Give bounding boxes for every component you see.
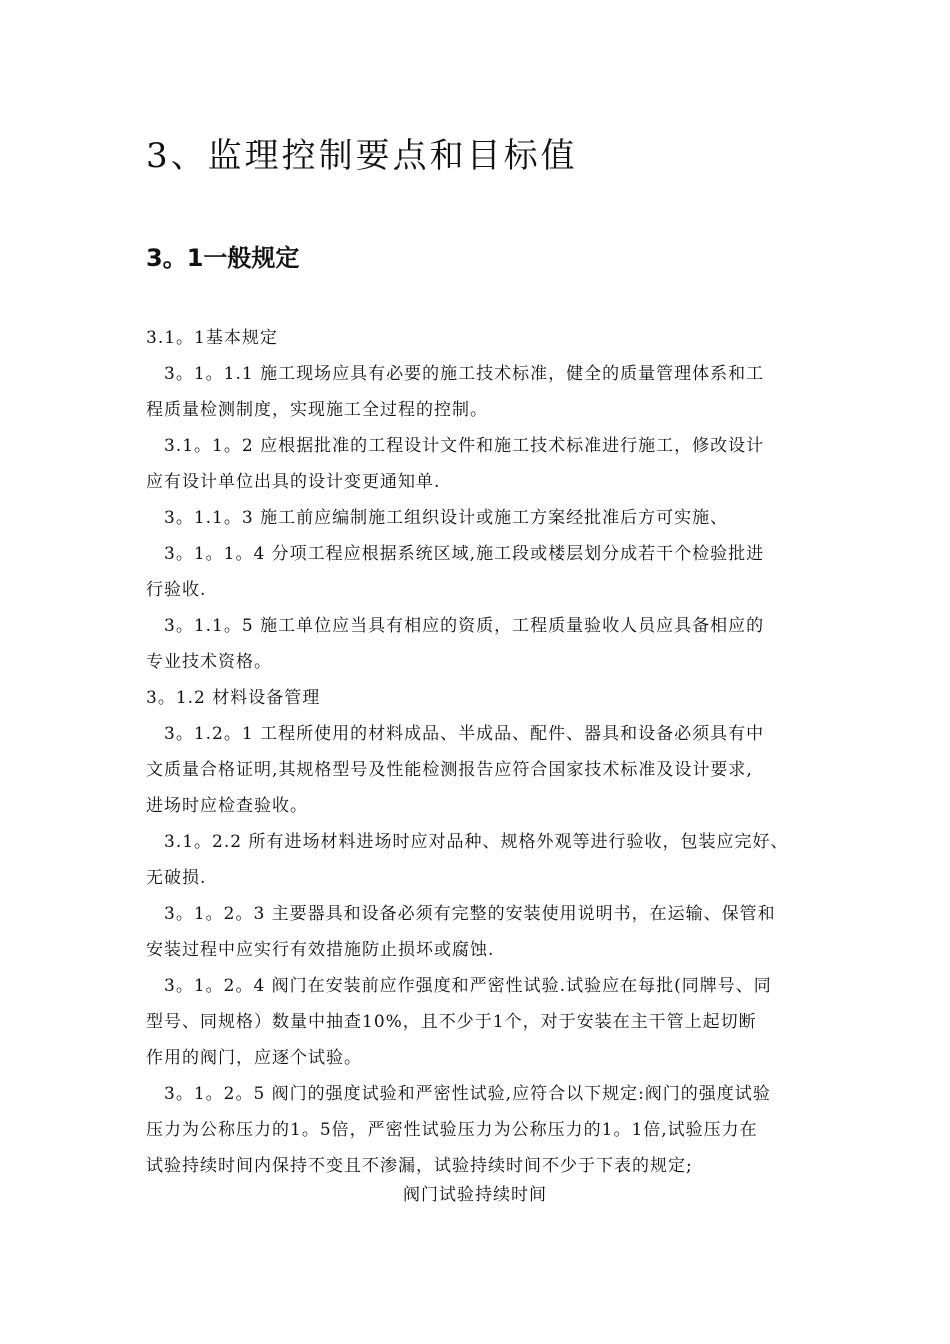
text-line: 型号、同规格）数量中抽查10%，且不少于1个，对于安装在主干管上起切断 [146, 1012, 757, 1032]
text-line: 行验收. [146, 580, 207, 600]
section-heading: 3、监理控制要点和目标值 [146, 136, 578, 176]
text-line: 3。1。2。3 主要器具和设备必须有完整的安装使用说明书，在运输、保管和 [164, 904, 776, 924]
text-line: 3.1。1。2 应根据批准的工程设计文件和施工技术标准进行施工，修改设计 [164, 436, 765, 456]
subsection-heading: 3。1一般规定 [146, 244, 300, 272]
text-line: 应有设计单位出具的设计变更通知单. [146, 472, 441, 492]
text-line: 专业技术资格。 [146, 652, 272, 672]
text-line: 3。1。2。5 阀门的强度试验和严密性试验,应符合以下规定:阀门的强度试验 [164, 1084, 771, 1104]
text-line: 3。1。2。4 阀门在安装前应作强度和严密性试验.试验应在每批(同牌号、同 [164, 976, 772, 996]
text-line: 3。1.1。5 施工单位应当具有相应的资质，工程质量验收人员应具备相应的 [164, 616, 765, 636]
text-line: 3。1。1.1 施工现场应具有必要的施工技术标准，健全的质量管理体系和工 [164, 364, 765, 384]
text-line: 试验持续时间内保持不变且不渗漏，试验持续时间不少于下表的规定; [146, 1156, 693, 1176]
text-line: 压力为公称压力的1。5倍，严密性试验压力为公称压力的1。1倍,试验压力在 [146, 1120, 758, 1140]
text-line: 3。1。1。4 分项工程应根据系统区域,施工段或楼层划分成若干个检验批进 [164, 544, 765, 564]
body-text [146, 320, 816, 1184]
text-line: 进场时应检查验收。 [146, 796, 308, 816]
text-line: 作用的阀门，应逐个试验。 [146, 1048, 362, 1068]
table-caption: 阀门试验持续时间 [403, 1185, 547, 1205]
text-line: 无破损. [146, 868, 207, 888]
text-line: 3。1.2 材料设备管理 [146, 688, 321, 708]
text-line: 文质量合格证明,其规格型号及性能检测报告应符合国家技术标准及设计要求, [146, 760, 753, 780]
text-line: 3.1。1基本规定 [146, 328, 278, 348]
text-line: 程质量检测制度，实现施工全过程的控制。 [146, 400, 488, 420]
text-line: 3.1。2.2 所有进场材料进场时应对品种、规格外观等进行验收，包装应完好、 [164, 832, 789, 852]
text-line: 3。1.1。3 施工前应编制施工组织设计或施工方案经批准后方可实施、 [164, 508, 729, 528]
text-line: 安装过程中应实行有效措施防止损坏或腐蚀. [146, 940, 495, 960]
text-line: 3。1.2。1 工程所使用的材料成品、半成品、配件、器具和设备必须具有中 [164, 724, 765, 744]
